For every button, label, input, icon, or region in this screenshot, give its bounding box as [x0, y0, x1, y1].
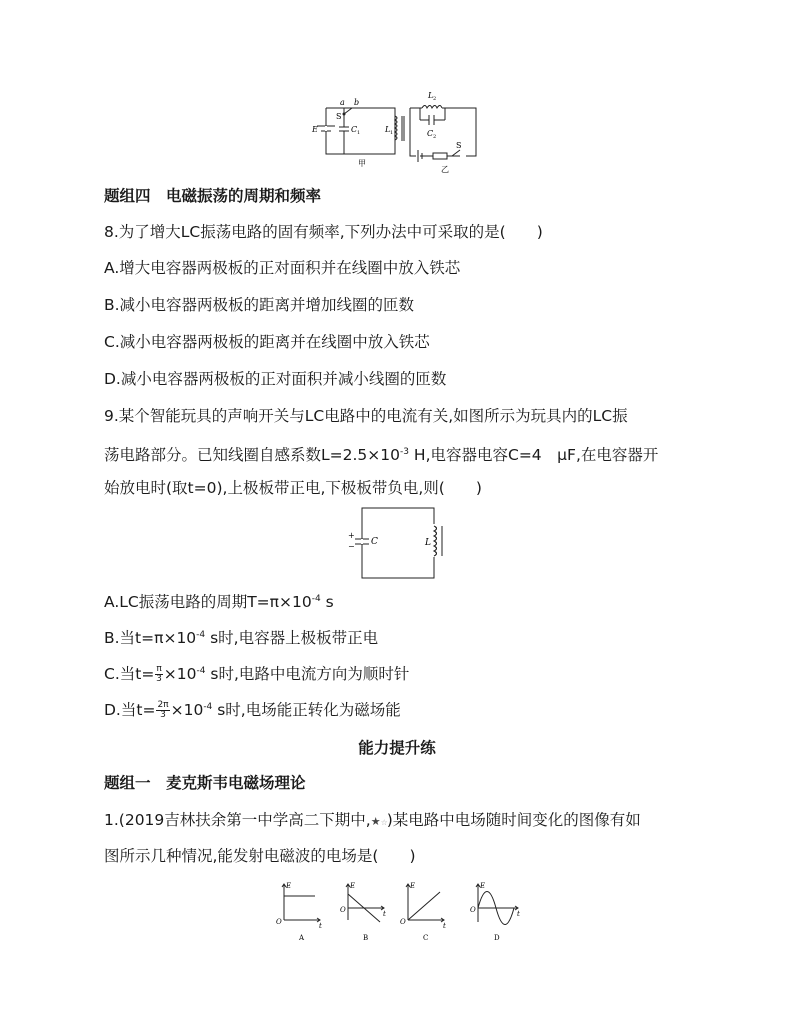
- q9-option-a: [104, 589, 334, 612]
- q1-line1-a: 1.(2019吉林扶余第一中学高二下期中,: [104, 811, 371, 829]
- label-c1: C: [351, 125, 358, 134]
- graph-c-axis-t: t: [443, 922, 446, 930]
- label-c1-sub: 1: [357, 130, 361, 136]
- graph-b-label: B: [363, 934, 369, 942]
- q9-opt-c-rest: s时,电路中电流方向为顺时针: [205, 665, 410, 683]
- graph-a-origin: O: [276, 918, 282, 926]
- graph-c-origin: O: [400, 918, 406, 926]
- label-l1-sub: 1: [390, 130, 394, 136]
- q9-opt-c-den: 3: [156, 674, 162, 684]
- q9-opt-a-exp: -4: [311, 594, 321, 604]
- graph-b-axis-e: E: [350, 882, 356, 890]
- q1-line2: 图所示几种情况,能发射电磁波的电场是( ): [104, 847, 416, 865]
- q9-option-c: [104, 661, 409, 684]
- label-l2: L: [428, 91, 434, 100]
- q8-option-d: D.减小电容器两极板的正对面积并减小线圈的匝数: [104, 370, 447, 388]
- graph-d-axis-t: t: [517, 910, 520, 918]
- graph-a-axis-t: t: [319, 922, 322, 930]
- q9-line1: 9.某个智能玩具的声响开关与LC电路中的电流有关,如图所示为玩具内的LC振: [104, 407, 628, 425]
- q9-opt-b-text: B.当t=π×10: [104, 629, 197, 647]
- label-c2-sub: 2: [433, 134, 437, 140]
- label-c2: C: [427, 129, 434, 138]
- label-b: b: [354, 98, 360, 107]
- q9-opt-c-num: π: [156, 664, 162, 674]
- label-s-right: S: [456, 141, 462, 150]
- caption-yi: 乙: [441, 165, 449, 174]
- label-e: E: [312, 125, 318, 134]
- graph-b-origin: O: [340, 906, 346, 914]
- graph-d-origin: O: [470, 906, 476, 914]
- graph-c-axis-e: E: [410, 882, 416, 890]
- lc-circuit-figure: [345, 502, 445, 582]
- q9-line2-b: H,电容器电容C=4 μF,在电容器开: [408, 446, 659, 464]
- graph-b-axis-t: t: [383, 910, 386, 918]
- q9-opt-a-text: A.LC振荡电路的周期T=π×10: [104, 593, 312, 611]
- q9-opt-c-text: C.当t=: [104, 665, 155, 683]
- ability-title: 能力提升练: [358, 739, 436, 757]
- q8-stem: 8.为了增大LC振荡电路的固有频率,下列办法中可采取的是( ): [104, 223, 543, 241]
- q9-opt-c-mult: ×10: [163, 665, 197, 683]
- q9-opt-a-unit: s: [320, 593, 334, 611]
- graph-c-line: [408, 892, 440, 920]
- q9-opt-d-num: 2π: [157, 700, 169, 710]
- plate-plus: +: [348, 531, 355, 540]
- caption-jia: 甲: [358, 159, 366, 168]
- graph-a-axis-e: E: [286, 882, 292, 890]
- graph-d-axis-e: E: [480, 882, 486, 890]
- q9-opt-c-fraction: [155, 665, 162, 684]
- q9-option-d: [104, 697, 401, 720]
- q9-line2-exp: -3: [400, 447, 409, 457]
- q9-opt-d-den: 3: [160, 710, 166, 720]
- label-l: L: [425, 538, 431, 548]
- label-l2-sub: 2: [433, 96, 437, 102]
- q9-opt-d-mult: ×10: [170, 701, 204, 719]
- efield-graphs-figure: [268, 876, 538, 944]
- graph-d-label: D: [494, 934, 500, 942]
- q9-line2: [104, 442, 658, 465]
- circuit-figure-top: [300, 80, 500, 180]
- graph-a-label: A: [299, 934, 305, 942]
- q9-opt-d-rest: s时,电场能正转化为磁场能: [212, 701, 401, 719]
- section1-title: 题组一 麦克斯韦电磁场理论: [104, 774, 306, 792]
- graph-c-label: C: [423, 934, 429, 942]
- q8-option-a: A.增大电容器两极板的正对面积并在线圈中放入铁芯: [104, 259, 461, 277]
- q9-opt-b-exp: -4: [196, 630, 206, 640]
- label-s-left: S: [336, 112, 342, 121]
- q9-opt-d-exp: -4: [203, 702, 213, 712]
- section4-title: 题组四 电磁振荡的周期和频率: [104, 187, 322, 205]
- label-c: C: [371, 537, 378, 547]
- plate-minus: −: [348, 542, 355, 551]
- q8-option-c: C.减小电容器两极板的距离并在线圈中放入铁芯: [104, 333, 430, 351]
- q1-line1-b: )某电路中电场随时间变化的图像有如: [386, 811, 641, 829]
- label-l1: L: [385, 125, 391, 134]
- difficulty-star-icon: ★☆: [370, 815, 388, 828]
- q1-line1: [104, 810, 641, 833]
- q9-line3: 始放电时(取t=0),上极板带正电,下极板带负电,则( ): [104, 479, 482, 497]
- q9-option-b: [104, 625, 378, 648]
- q9-opt-d-fraction: [156, 701, 169, 720]
- label-a: a: [340, 98, 345, 107]
- q9-opt-c-exp: -4: [196, 666, 206, 676]
- q8-option-b: B.减小电容器两极板的距离并增加线圈的匝数: [104, 296, 415, 314]
- q9-opt-d-text: D.当t=: [104, 701, 156, 719]
- q9-opt-b-rest: s时,电容器上极板带正电: [205, 629, 379, 647]
- q9-line2-a: 荡电路部分。已知线圈自感系数L=2.5×10: [104, 446, 400, 464]
